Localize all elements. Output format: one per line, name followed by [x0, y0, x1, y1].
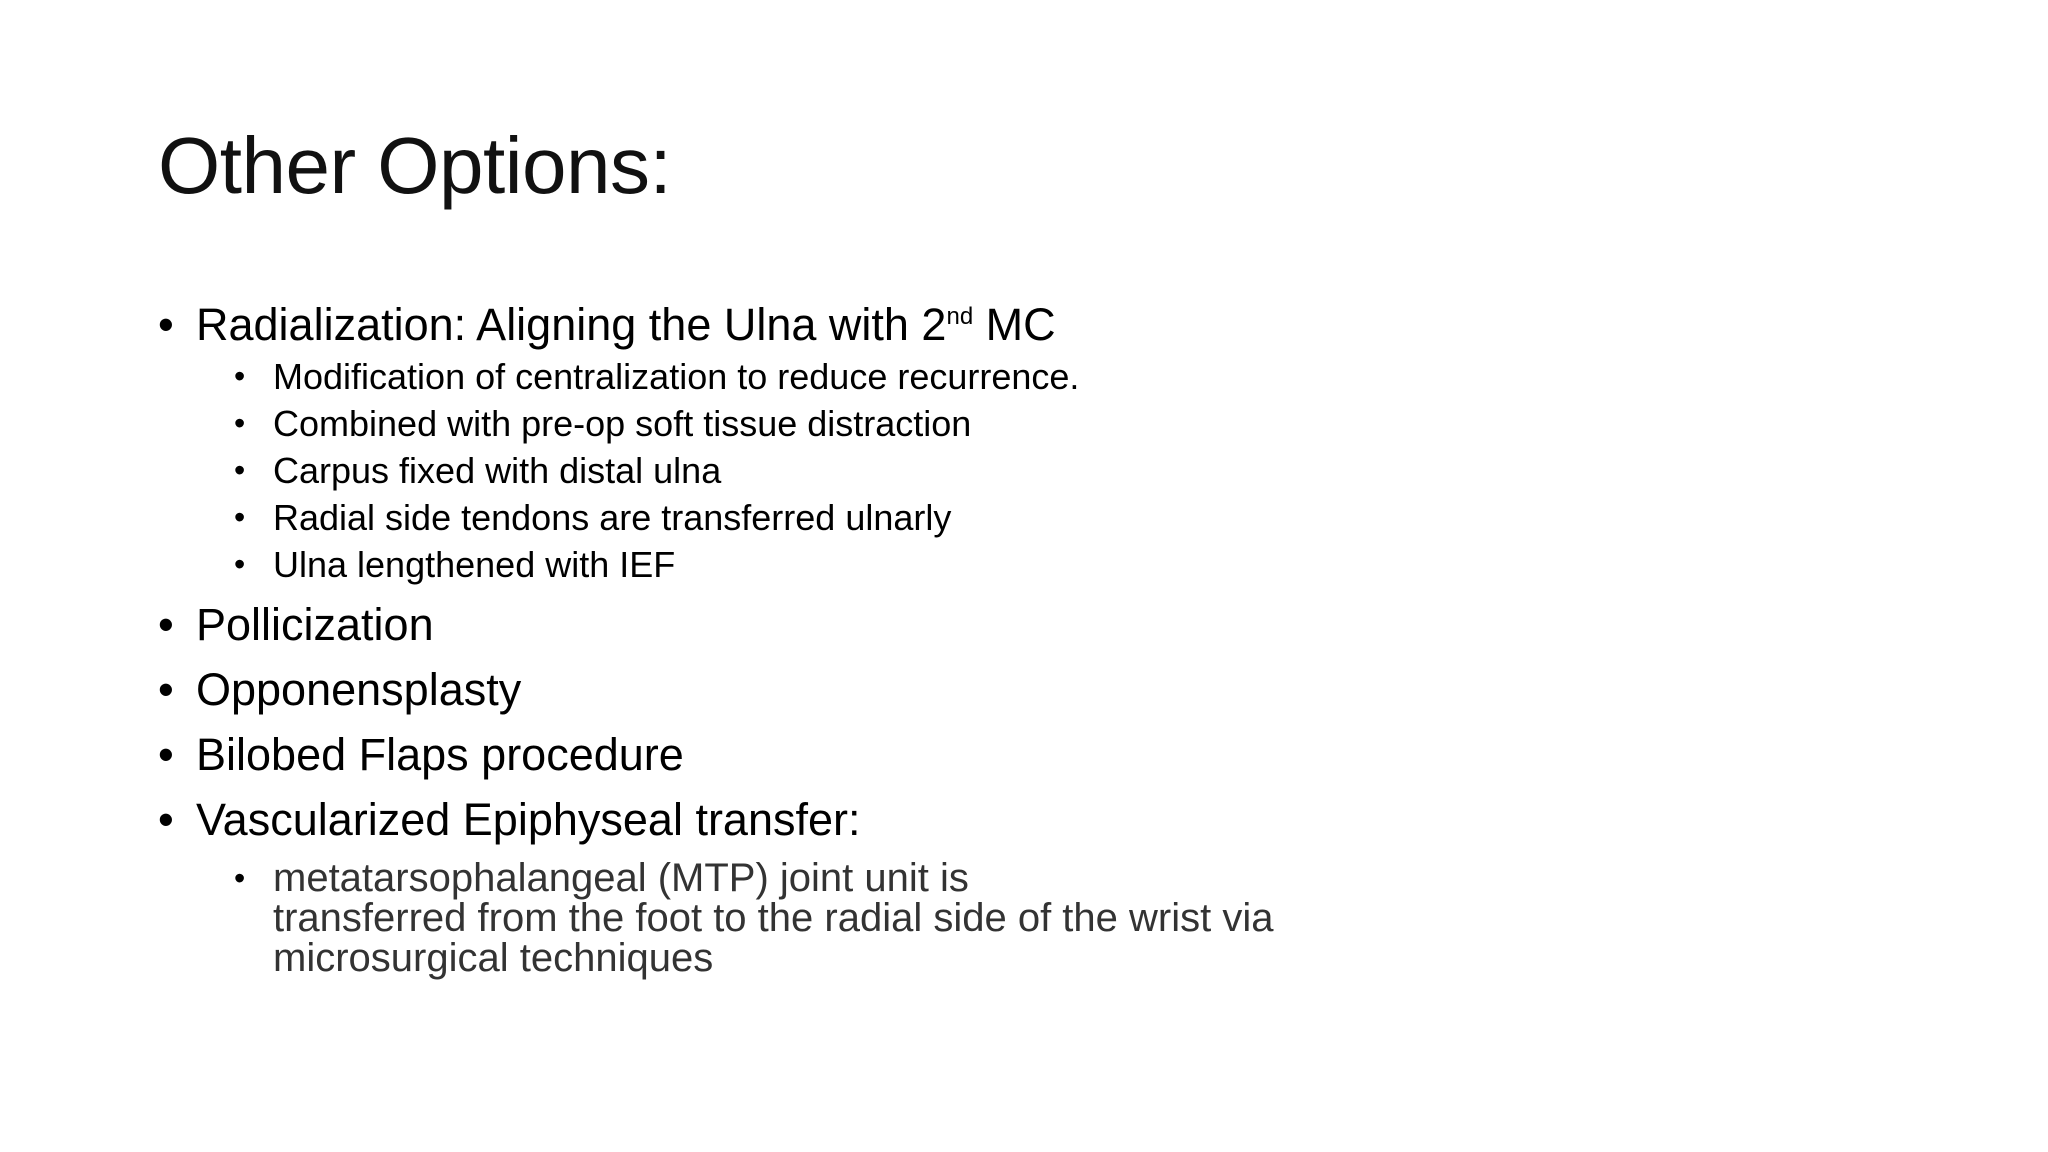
bullet-opponensplasty — [158, 661, 1858, 718]
subbullet-mtp — [158, 858, 1573, 978]
subbullet-text: Carpus fixed with distal ulna — [273, 450, 722, 491]
bullet-text: Pollicization — [196, 599, 434, 650]
bullet-dot-icon: • — [234, 499, 246, 535]
subbullet-line: microsurgical techniques — [273, 936, 714, 980]
bullet-vascularized-epiphyseal — [158, 791, 1858, 848]
bullet-text: Bilobed Flaps procedure — [196, 729, 684, 780]
subbullet — [158, 400, 1858, 447]
superscript: nd — [946, 303, 974, 330]
bullet-dot-icon: • — [234, 546, 246, 582]
bullet-radialization — [158, 296, 1858, 353]
bullet-text: Vascularized Epiphyseal transfer: — [196, 794, 861, 845]
subbullet — [158, 541, 1858, 588]
bullet-dot-icon: • — [234, 358, 246, 394]
bullet-dot-icon: • — [234, 452, 246, 488]
bullet-dot-icon: • — [158, 794, 174, 845]
bullet-list — [158, 296, 1858, 978]
bullet-dot-icon: • — [158, 299, 174, 350]
bullet-dot-icon: • — [158, 664, 174, 715]
bullet-dot-icon: • — [234, 860, 246, 896]
subbullet-line: transferred from the foot to the radial side of the wrist via — [273, 896, 1274, 940]
subbullet — [158, 353, 1858, 400]
slide-title: Other Options: — [158, 121, 672, 210]
subbullet — [158, 494, 1858, 541]
bullet-dot-icon: • — [234, 405, 246, 441]
subbullet-text: Radial side tendons are transferred ulnarly — [273, 497, 952, 538]
subbullet-text: Ulna lengthened with IEF — [273, 544, 676, 585]
subbullet-text: Combined with pre-op soft tissue distraction — [273, 403, 972, 444]
bullet-text-after: MC — [973, 299, 1056, 350]
bullet-dot-icon: • — [158, 729, 174, 780]
bullet-dot-icon: • — [158, 599, 174, 650]
subbullet-text: Modification of centralization to reduce recurrence. — [273, 356, 1080, 397]
subbullet-line: metatarsophalangeal (MTP) joint unit is — [273, 856, 969, 900]
bullet-text: Radialization: Aligning the Ulna with 2 — [196, 299, 947, 350]
bullet-text: Opponensplasty — [196, 664, 522, 715]
bullet-bilobed-flaps — [158, 726, 1858, 783]
bullet-pollicization — [158, 596, 1858, 653]
subbullet — [158, 447, 1858, 494]
